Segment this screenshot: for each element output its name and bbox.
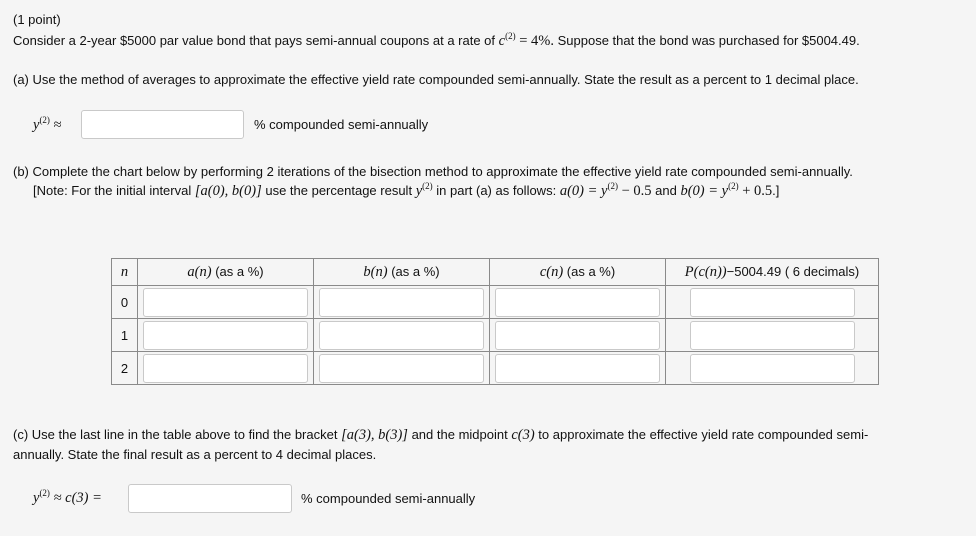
header-b: b(n) (as a %): [314, 259, 490, 286]
header-p: P(c(n))−5004.49 ( 6 decimals): [666, 259, 879, 286]
c2-input[interactable]: [495, 354, 660, 383]
row-n: 0: [112, 286, 138, 319]
problem-statement: Consider a 2-year $5000 par value bond that pays semi-annual coupons at a rate of $c^{(2)} = 4\%$. Suppose that the bond was purchased for $5004.49.: [13, 31, 860, 49]
table-row: [112, 319, 879, 352]
points-label: (1 point): [13, 12, 61, 27]
header-a: a(n) (as a %): [138, 259, 314, 286]
table-row: [112, 352, 879, 385]
part-a-answer-input[interactable]: [81, 110, 244, 139]
part-a-variable: $y^{(2)}$ ≈: [33, 115, 62, 133]
c1-input[interactable]: [495, 321, 660, 350]
a0-input[interactable]: [143, 288, 308, 317]
part-a-unit: % compounded semi-annually: [254, 117, 429, 132]
part-c-question-line1: (c) Use the last line in the table above to find the bracket [a(3), b(3)] and the midpoint c(3) to approximate the effective yield rate compounded semi-: [13, 427, 869, 443]
p1-input[interactable]: [690, 321, 855, 350]
part-c-unit: % compounded semi-annually: [301, 491, 476, 506]
table-row: [112, 286, 879, 319]
c0-input[interactable]: [495, 288, 660, 317]
b0-input[interactable]: [319, 288, 484, 317]
part-b-question: (b) Complete the chart below by performing 2 iterations of the bisection method to approximate the effective yield rate compounded semi-annually.: [13, 164, 853, 179]
b2-input[interactable]: [319, 354, 484, 383]
part-c-answer-input[interactable]: [128, 484, 292, 513]
a1-input[interactable]: [143, 321, 308, 350]
bisection-table: [111, 258, 879, 385]
part-b-note: [Note: For the initial interval [a(0), b(0)] use the percentage result $y^{(2)}$ in part (a) as follows: $a(0) = y^{(2)} - 0.5$ and $b(0) = y^{(2)} + 0.5$.]: [33, 181, 780, 199]
header-c: c(n) (as a %): [490, 259, 666, 286]
p2-input[interactable]: [690, 354, 855, 383]
b1-input[interactable]: [319, 321, 484, 350]
part-c-question-line2: annually. State the final result as a percent to 4 decimal places.: [13, 447, 377, 462]
rate-symbol: $c^{(2)}$: [498, 31, 516, 49]
row-n: 1: [112, 319, 138, 352]
p0-input[interactable]: [690, 288, 855, 317]
part-a-question: (a) Use the method of averages to approximate the effective yield rate compounded semi-annually. State the result as a percent to 1 decimal place.: [13, 72, 859, 87]
header-n: n: [112, 259, 138, 286]
row-n: 2: [112, 352, 138, 385]
table-header-row: [112, 259, 879, 286]
a2-input[interactable]: [143, 354, 308, 383]
part-c-variable: $y^{(2)} \approx c(3)$ =: [33, 488, 102, 506]
